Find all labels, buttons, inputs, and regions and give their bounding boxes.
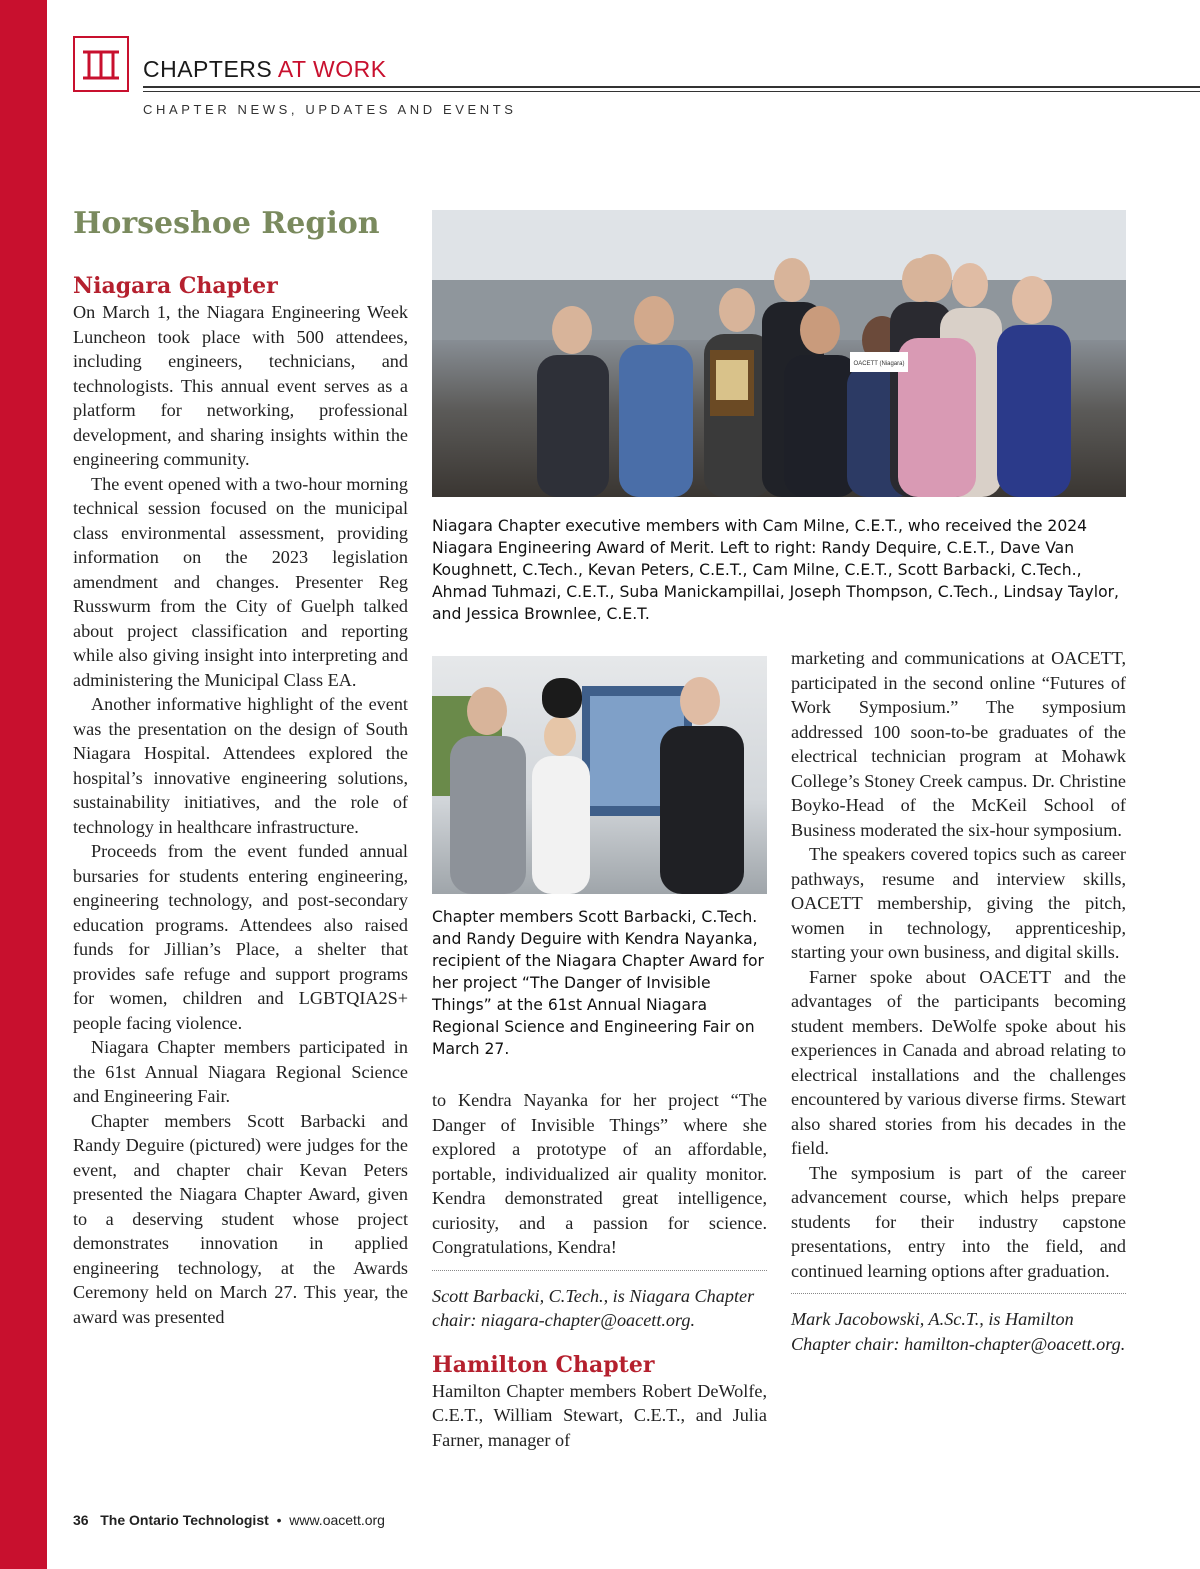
hamilton-paragraph: Farner spoke about OACETT and the advantages of the participants becoming student members. DeWolfe spoke about his experiences in Canada and abroad relating to electrical installations and the challenges encountered by various diverse firms. Stewart also shared stories from his decades in the field. [791, 966, 1126, 1158]
page-footer [73, 1512, 385, 1528]
niagara-paragraph: Niagara Chapter members participated in the 61st Annual Niagara Regional Science and Engineering Fair. [73, 1037, 408, 1106]
section-title [143, 56, 387, 83]
niagara-continued: to Kendra Nayanka for her project “The Danger of Invisible Things” where she explored a prototype of an affordable, portable, individualized air quality monitor. Kendra demonstrated great intelligence, curiosity, and a passion for science. Congratulations, Kendra! [432, 1090, 767, 1257]
hamilton-heading: Hamilton Chapter [432, 1351, 655, 1378]
photo-niagara-executives [432, 210, 1126, 497]
photo-card-text: OACETT (Niagara) [853, 361, 905, 367]
signature-rule [432, 1270, 767, 1272]
page-number: 36 [73, 1512, 89, 1528]
photo-niagara-executives-image [432, 210, 1126, 497]
niagara-heading: Niagara Chapter [73, 273, 278, 299]
footer-bullet: • [276, 1512, 282, 1528]
hamilton-signature: Mark Jacobowski, A.Sc.T., is Hamilton Chapter chair: hamilton-chapter@oacett.org. [791, 1309, 1126, 1354]
region-title: Horseshoe Region [73, 206, 380, 241]
column-2 [432, 1088, 767, 1452]
niagara-paragraph: Proceeds from the event funded annual bursaries for students entering engineering, engineering technology, and post-secondary education programs. Attendees also raised funds for Jillian’s Place, a shelter that provides safe refuge and support programs for women, children and LGBTQIA2S+ people facing violence. [73, 841, 408, 1033]
caption-photo-1: Niagara Chapter executive members with Cam Milne, C.E.T., who received the 2024 Niagara Engineering Award of Merit. Left to right: Randy Dequire, C.E.T., Dave Van Koughnett, C.Tech., Kevan Peters, C.E.T., Cam Milne, C.E.T., Scott Barbacki, C.Tech., Ahmad Tuhmazi, C.E.T., Suba Manickampillai, Joseph Thompson, C.Tech., Lindsay Taylor, and Jessica Brownlee, C.E.T. [432, 517, 1120, 623]
section-subtitle: CHAPTER NEWS, UPDATES AND EVENTS [143, 102, 517, 117]
caption-photo-2: Chapter members Scott Barbacki, C.Tech. and Randy Deguire with Kendra Nayanka, recipient of the Niagara Chapter Award for her project “The Danger of Invisible Things” at the 61st Annual Niagara Regional Science and Engineering Fair on March 27. [432, 908, 764, 1058]
oacett-logo [73, 36, 129, 92]
niagara-paragraph: On March 1, the Niagara Engineering Week Luncheon took place with 500 attendees, including engineers, technicians, and technologists. This annual event serves as a platform for networking, professional development, and sharing insights within the engineering community. [73, 302, 408, 469]
niagara-paragraph: Another informative highlight of the event was the presentation on the design of South Niagara Hospital. Attendees explored the hospital’s innovative engineering solutions, sustainability initiatives, and the role of technology in healthcare infrastructure. [73, 694, 408, 837]
niagara-signature: Scott Barbacki, C.Tech., is Niagara Chapter chair: niagara-chapter@oacett.org. [432, 1285, 755, 1330]
left-red-bar [0, 0, 47, 1569]
hamilton-paragraph: The speakers covered topics such as career pathways, resume and interview skills, OACETT membership, giving the pitch, women in technology, apprenticeship, starting your own business, and digital skills. [791, 844, 1126, 962]
hamilton-paragraph: The symposium is part of the career advancement course, which helps prepare students for their industry capstone presentations, entry into the field, and continued learning options after graduation. [791, 1162, 1126, 1281]
photo-science-fair-image [432, 656, 767, 894]
photo-science-fair [432, 656, 767, 894]
section-title-main: CHAPTERS [143, 56, 273, 82]
hamilton-intro: Hamilton Chapter members Robert DeWolfe, C.E.T., William Stewart, C.E.T., and Julia Farner, manager of [432, 1380, 767, 1450]
niagara-paragraph: Chapter members Scott Barbacki and Randy Deguire (pictured) were judges for the event, and chapter chair Kevan Peters presented the Niagara Chapter Award, given to a deserving student whose project demonstrates innovation in applied engineering technology, at the Awards Ceremony held on March 27. This year, the award was presented [73, 1110, 408, 1327]
section-title-accent: AT WORK [277, 56, 387, 82]
footer-website[interactable]: www.oacett.org [289, 1512, 385, 1528]
hamilton-paragraph: marketing and communications at OACETT, participated in the second online “Futures of Work Symposium.” The symposium addressed 100 soon-to-be graduates of the electrical technician program at Mohawk College’s Stoney Creek campus. Dr. Christine Boyko-Head of the McKeil School of Business moderated the six-hour symposium. [791, 648, 1126, 840]
header-rule [143, 86, 1200, 88]
header-rule-thin [143, 91, 1200, 92]
publication-name: The Ontario Technologist [100, 1512, 269, 1528]
column-3 [791, 646, 1126, 1356]
niagara-paragraph: The event opened with a two-hour morning technical session focused on the municipal class environmental assessment, providing information on the 2023 legislation amendment and changes. Presenter Reg Russwurm from the City of Guelph talked about project classification and reporting while also giving insight into interpreting and administering the Municipal Class EA. [73, 473, 408, 690]
column-1 [73, 272, 408, 1329]
oacett-logo-icon [79, 44, 123, 84]
signature-rule [791, 1293, 1126, 1295]
